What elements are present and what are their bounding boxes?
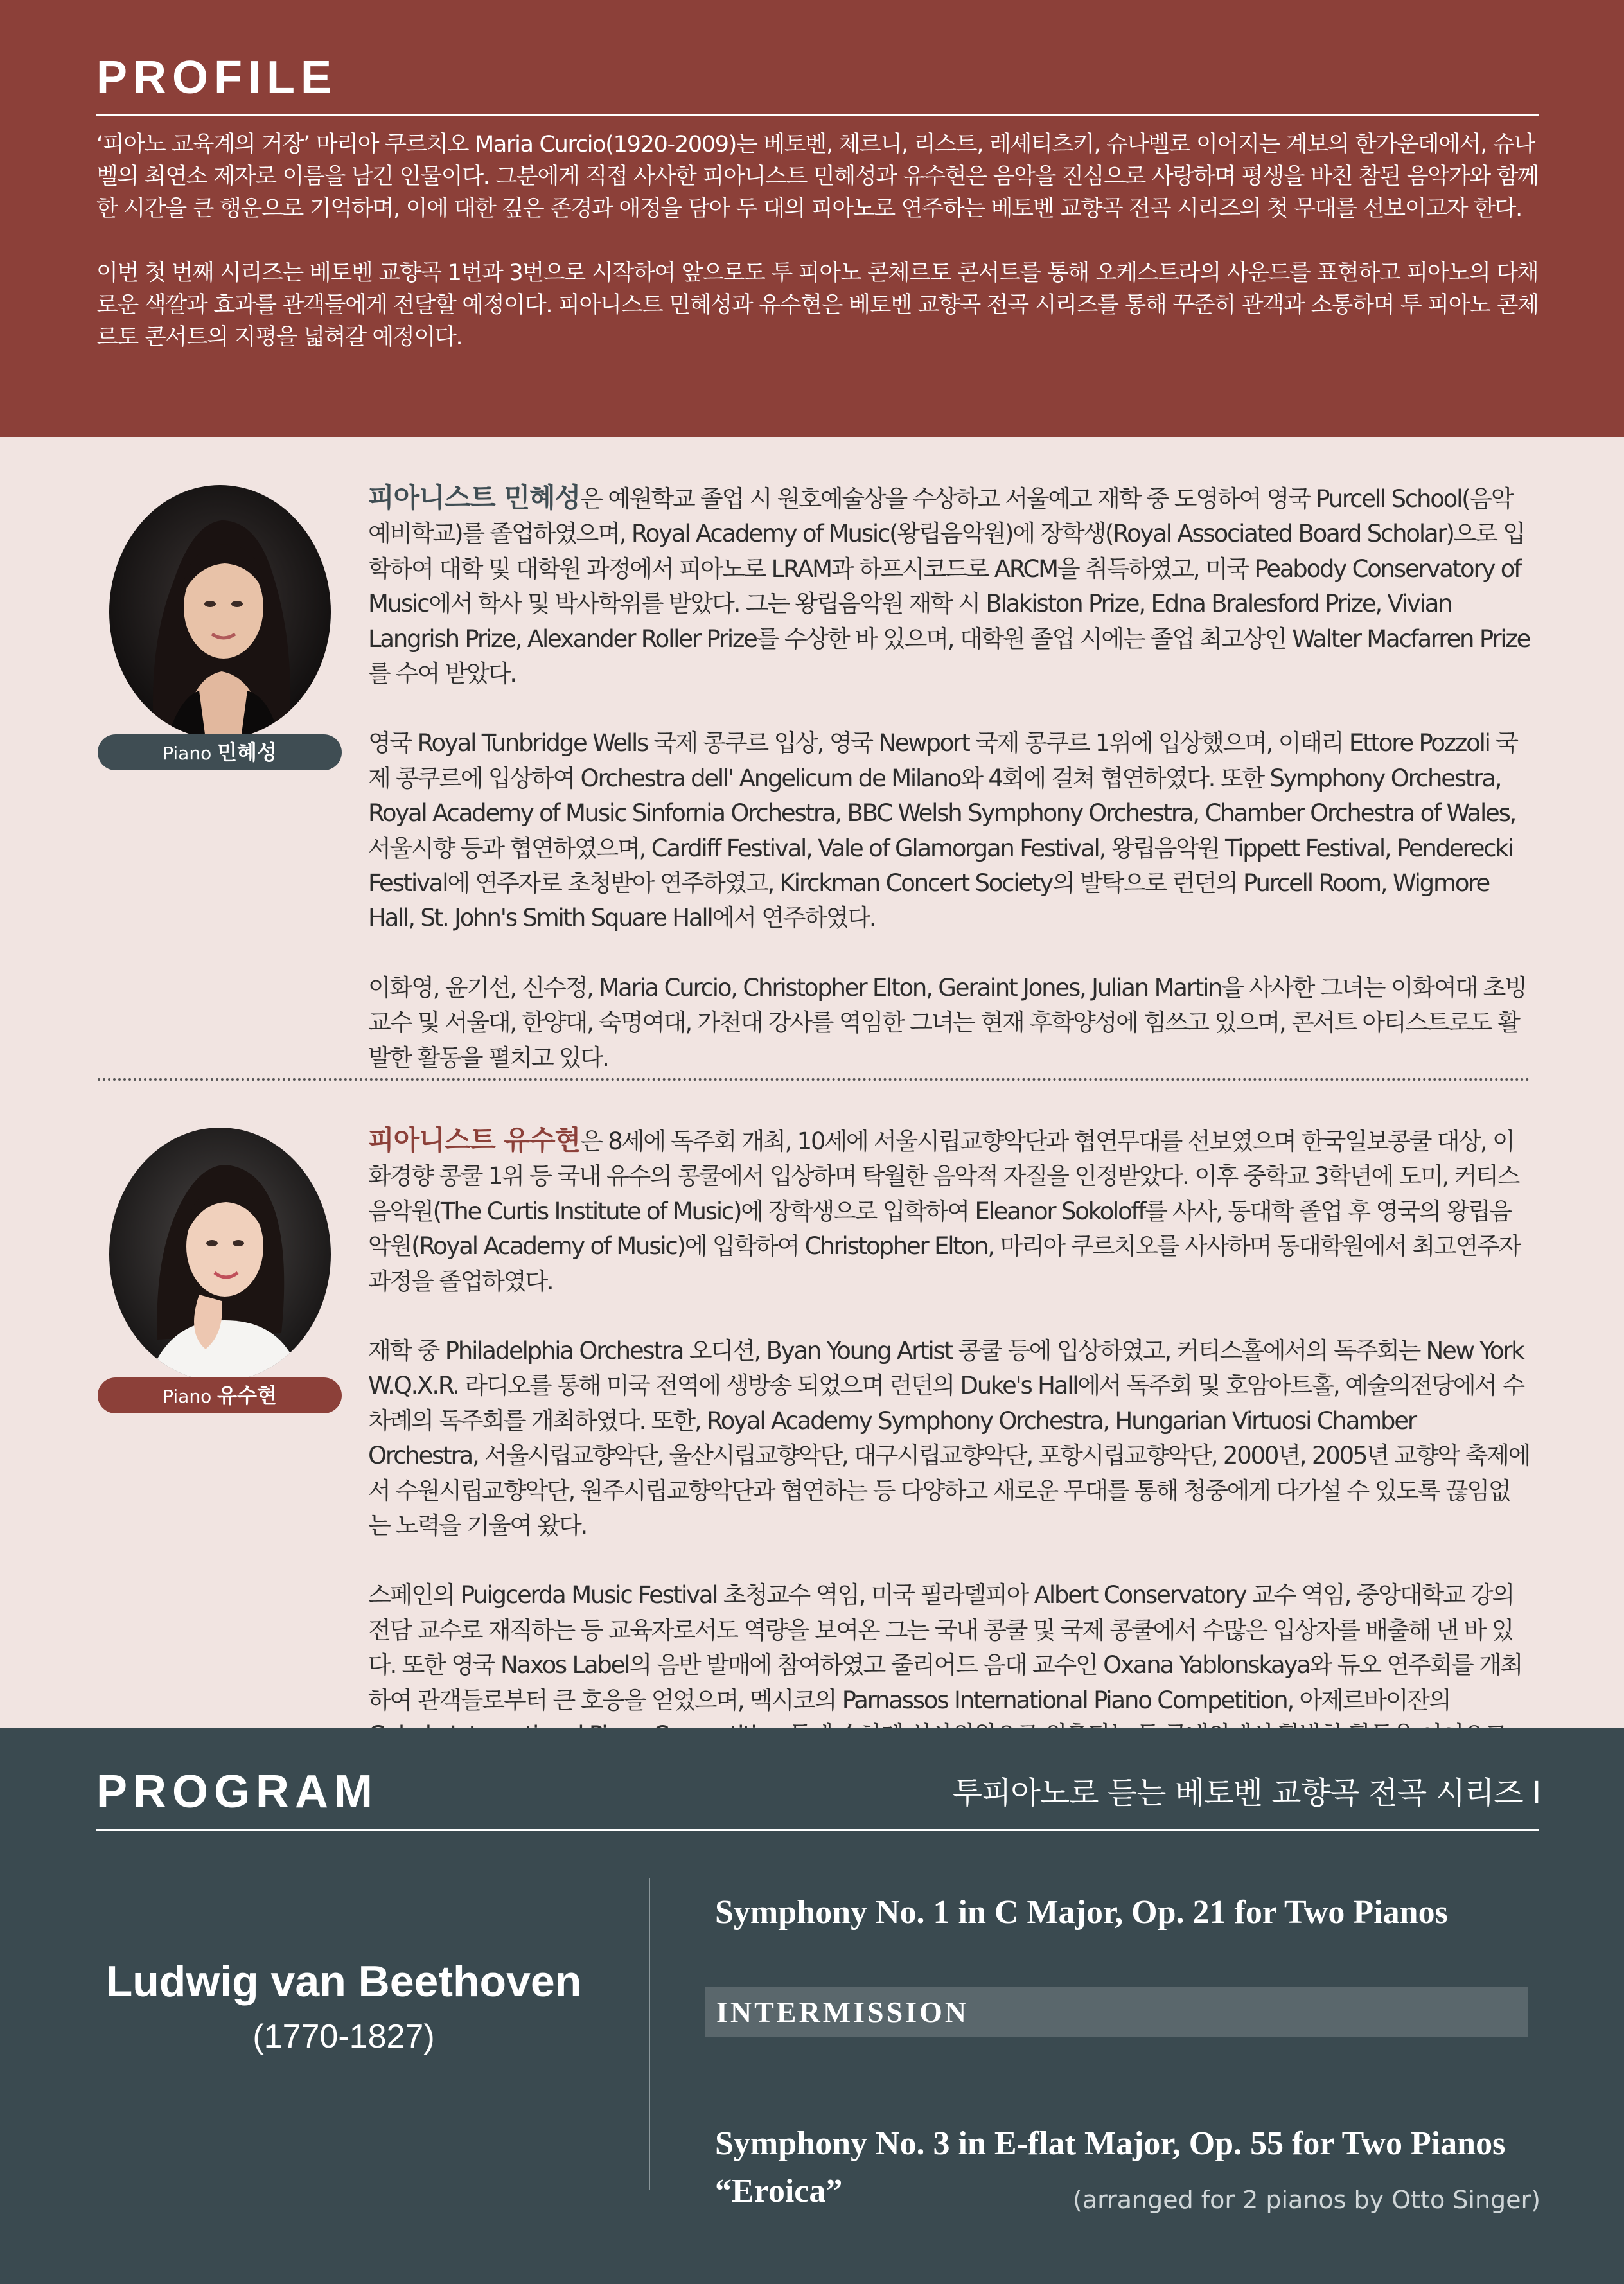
- program-series-title: 투피아노로 듣는 베토벤 교향곡 전곡 시리즈 I: [952, 1775, 1540, 1811]
- profile-body: [96, 128, 1539, 353]
- bio-paragraph-1: [368, 1123, 1531, 1299]
- bio-paragraph-1-text: 은 8세에 독주회 개최, 10세에 서울시립교향악단과 협연무대를 선보였으며 한국일보콩쿨 대상, 이화경향 콩쿨 1위 등 국내 유수의 콩쿨에서 입상하며 탁월한 음악적 자질을 인정받았다. 이후 중학교 3학년에 도미, 커티스 음악원(The Curtis Institute of Music)에 장학생으로 입학하여 Eleanor Sokoloff를 사사, 동대학 졸업 후 영국의 왕립음악원(Royal Academy of Music)에 입학하여 Christopher Elton, 마리아 쿠르치오를 사사하며 동대학원에서 최고연주자 과정을 졸업하였다.: [368, 1128, 1521, 1295]
- bio-paragraph-3: 스페인의 Puigcerda Music Festival 초청교수 역임, 미국 필라델피아 Albert Conservatory 교수 역임, 중앙대학교 강의 전담 교수로 재직하는 등 교육자로서도 역량을 보여온 그는 국내 콩쿨 및 국제 콩쿨에서 수많은 입상자를 배출해 낸 바 있다. 또한 영국 Naxos Label의 음반 발매에 참여하였고 줄리어드 음대 교수인 Oxana Yablonskaya와 듀오 연주회를 개최하여 관객들로부터 큰 호응을 얻었으며, 멕시코의 Parnassos International Piano Competition, 아제르바이잔의: [368, 1581, 1522, 1714]
- badge-name: 민혜성: [217, 740, 277, 765]
- program-work-3-title: Symphony No. 3 in E-flat Major, Op. 55 for Two Pianos: [715, 2125, 1506, 2162]
- pianist-yoo-name-badge: [98, 1377, 342, 1413]
- bio-paragraph-2: 재학 중 Philadelphia Orchestra 오디션, Byan Young Artist 콩쿨 등에 입상하였고, 커티스홀에서의 독주회는 New York W.Q.X.R. 라디오를 통해 미국 전역에 생방송 되었으며 런던의 Duke's Hall에서 독주회 및 호암아트홀, 예술의전당에서 수차례의 독주회를 개최하였다. 또한, Royal Academy Symphony Orchestra, Hungarian Virtuosi Chamber Orchestra, 서울시립교향악단, 울산시립교향악단, 대구시립교향악단, 포항시립교향악단, 2000년, 2005년 교향악 축제에서 수원시립교향악단, 원주시립교향악단과 협연하는 등 다양하고 새로운 무대를 통해 청중에게 다가설 수 있도록 끊임없는 노력을 기울여 왔다.: [368, 1337, 1530, 1540]
- pianist-yoo-bio: [368, 1123, 1531, 1788]
- bio-paragraph-3: 이화영, 윤기선, 신수정, Maria Curcio, Christopher Elton, Geraint Jones, Julian Martin을 사사한 그녀는 이화여대 초빙교수 및 서울대, 한양대, 숙명여대, 가천대 강사를 역임한 그녀는 현재 후학양성에 힘쓰고 있으며, 콘서트 아티스트로도 활발한 활동을 펼치고 있다.: [368, 973, 1526, 1072]
- program-work-3-subtitle: “Eroica”: [715, 2173, 843, 2209]
- bio-lead-name: 피아니스트 민혜성: [368, 482, 581, 513]
- pianist-min-photo: [109, 485, 331, 739]
- bio-paragraph-2: 영국 Royal Tunbridge Wells 국제 콩쿠르 입상, 영국 Newport 국제 콩쿠르 1위에 입상했으며, 이태리 Ettore Pozzoli 국제 콩쿠르에 입상하여 Orchestra dell' Angelicum de Milano와 4회에 걸쳐 협연하였다. 또한 Symphony Orchestra, Royal Academy of Music Sinfornia Orchestra, BBC Welsh Symphony Orchestra, Chamber Orchestra of Wales, 서울시향 등과 협연하였으며, Cardiff Festival, Vale of Glamorgan Festival, 왕립음악원 Tippett Festival, Penderecki Festival에 연주자로 초청받아 연주하였고, Kirckman Concert Society의 발탁으로 런던의 Purcell Room, Wigmore Hall, St. John's Smith Square Hall에서 연주하였다.: [368, 729, 1517, 932]
- bio-paragraph-1: [368, 481, 1531, 691]
- profile-section: [0, 0, 1624, 437]
- badge-name: 유수현: [217, 1383, 277, 1408]
- intermission-label: INTERMISSION: [716, 1996, 969, 2028]
- badge-prefix: Piano: [163, 743, 212, 764]
- program-divider: [96, 1829, 1539, 1831]
- profile-paragraph-2: 이번 첫 번째 시리즈는 베토벤 교향곡 1번과 3번으로 시작하여 앞으로도 투 피아노 콘체르토 콘서트를 통해 오케스트라의 사운드를 표현하고 피아노의 다채로운 색깔과 효과를 관객들에게 전달할 예정이다. 피아니스트 민혜성과 유수현은 베토벤 교향곡 전곡 시리즈를 통해 꾸준히 관객과 소통하며 투 피아노 콘체르토 콘서트의 지평을 넓혀갈 예정이다.: [96, 260, 1539, 350]
- pianist-min-bio: [368, 481, 1531, 1076]
- bio-lead-name: 피아니스트 유수현: [368, 1124, 581, 1156]
- pianist-yoo-photo: [109, 1128, 331, 1381]
- program-section: [0, 1728, 1624, 2284]
- profile-divider: [96, 114, 1539, 116]
- badge-prefix: Piano: [163, 1386, 212, 1407]
- program-title: PROGRAM: [96, 1766, 378, 1818]
- profile-title: PROFILE: [96, 52, 338, 103]
- pianist-min-section: [0, 437, 1624, 1078]
- bio-paragraph-1-text: 은 예원학교 졸업 시 원호예술상을 수상하고 서울예고 재학 중 도영하여 영국 Purcell School(음악예비학교)를 졸업하였으며, Royal Academy of Music(왕립음악원)에 장학생(Royal Associated Board Scholar)으로 입학하여 대학 및 대학원 과정에서 피아노로 LRAM과 하프시코드로 ARCM을 취득하였고, 미국 Peabody Conservatory of Music에서 학사 및 박사학위를 받았다. 그는 왕립음악원 재학 시 Blakiston Prize, Edna Bralesford Prize, Vivian Langrish Prize, Alexander Roller Prize를 수상한 바 있으며, 대학원 졸업 시에는 졸업 최고상인 Walter Macfarren Prize를 수여 받았다.: [368, 485, 1530, 688]
- composer-name: Ludwig van Beethoven: [105, 1957, 582, 2006]
- pianist-min-name-badge: [98, 734, 342, 770]
- intermission-bar: [705, 1987, 1528, 2037]
- program-vertical-divider: [649, 1878, 650, 2190]
- program-work-1: Symphony No. 1 in C Major, Op. 21 for Two Pianos: [715, 1894, 1448, 1931]
- arrangement-note: (arranged for 2 pianos by Otto Singer): [1073, 2186, 1540, 2214]
- composer-lifespan: (1770-1827): [252, 2018, 435, 2055]
- pianist-yoo-section: [0, 1079, 1624, 1728]
- profile-paragraph-1: ‘피아노 교육계의 거장’ 마리아 쿠르치오 Maria Curcio(1920-2009)는 베토벤, 체르니, 리스트, 레셰티츠키, 슈나벨로 이어지는 계보의 한가운데에서, 슈나벨의 최연소 제자로 이름을 남긴 인물이다. 그분에게 직접 사사한 피아니스트 민혜성과 유수현은 음악을 진심으로 사랑하며 평생을 바친 참된 음악가와 함께한 시간을 큰 행운으로 기억하며, 이에 대한 깊은 존경과 애정을 담아 두 대의 피아노로 연주하는 베토벤 교향곡 전곡 시리즈의 첫 무대를 선보이고자 한다.: [96, 132, 1539, 222]
